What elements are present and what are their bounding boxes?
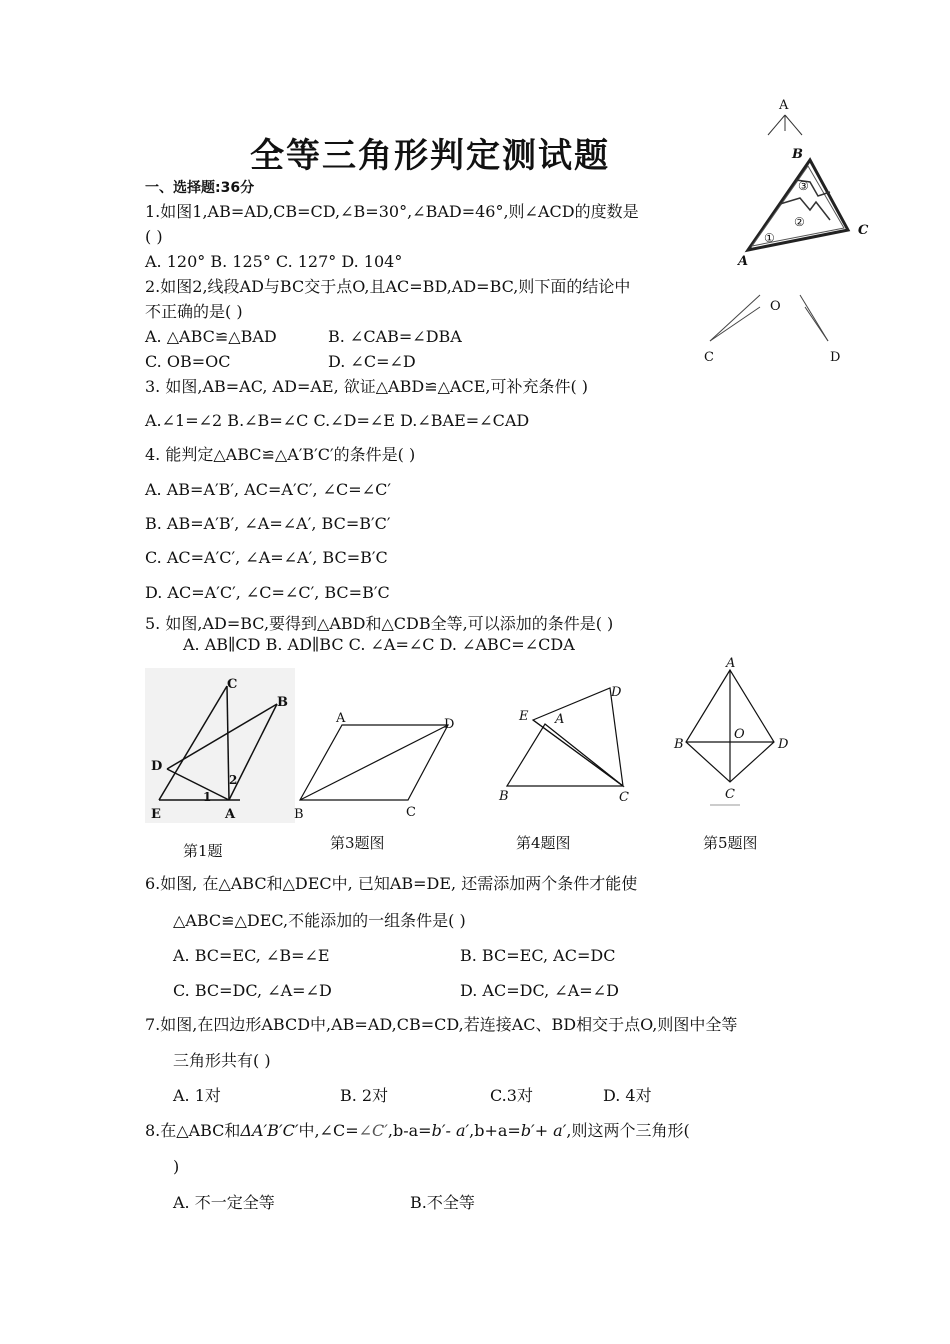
fig3-label-d: D	[444, 717, 455, 732]
fig5-label-b: B	[674, 737, 684, 752]
fig1-label-1: 1	[203, 790, 212, 804]
fig5-label-a: A	[726, 656, 736, 671]
figure-5	[670, 652, 800, 812]
fig1-label-e: E	[151, 807, 161, 822]
fig1-label-a: A	[225, 807, 236, 822]
q8-option-a: A. 不一定全等	[173, 1193, 275, 1212]
fig1-label-b: B	[277, 695, 288, 710]
fig5-label-c: C	[725, 787, 735, 802]
figure-1	[145, 668, 305, 828]
q8-stem	[145, 1121, 690, 1141]
q8-rest3: ,则这两个三角形(	[566, 1121, 690, 1140]
q2-option-b: B. ∠CAB=∠DBA	[328, 327, 462, 346]
q6-option-a: A. BC=EC, ∠B=∠E	[173, 946, 330, 965]
q1-blank: ( )	[145, 227, 163, 246]
q7-option-d: D. 4对	[603, 1086, 652, 1105]
caption-fig4: 第4题图	[516, 834, 571, 852]
fig2-label-o: O	[770, 299, 781, 314]
q3-options: A.∠1=∠2 B.∠B=∠C C.∠D=∠E D.∠BAE=∠CAD	[145, 411, 530, 430]
fig3-label-c: C	[406, 805, 416, 820]
fig1-label-d: D	[151, 759, 163, 774]
section-heading: 一、选择题:36分	[145, 180, 255, 196]
fig-top-label: A	[779, 98, 789, 113]
puzzle-label-a: A	[738, 254, 749, 269]
q4-option-a: A. AB=A′B′, AC=A′C′, ∠C=∠C′	[145, 480, 391, 499]
q7-stem-cont: 三角形共有( )	[173, 1051, 271, 1070]
q8-prefix: 8.在△ABC和	[145, 1121, 241, 1140]
figure-2	[700, 285, 860, 370]
fig1-label-c: C	[227, 677, 238, 692]
q6-option-c: C. BC=DC, ∠A=∠D	[173, 981, 332, 1000]
figure-4	[495, 680, 645, 805]
figure-top-a	[760, 95, 810, 140]
q2-option-c: C. OB=OC	[145, 352, 231, 371]
q3-stem: 3. 如图,AB=AC, AD=AE, 欲证△ABD≌△ACE,可补充条件( )	[145, 377, 589, 396]
fig3-label-a: A	[336, 711, 346, 726]
q7-option-a: A. 1对	[173, 1086, 221, 1105]
q4-option-c: C. AC=A′C′, ∠A=∠A′, BC=B′C	[145, 548, 388, 567]
q7-option-b: B. 2对	[340, 1086, 389, 1105]
figure-puzzle-triangle	[730, 140, 880, 270]
figure-3	[290, 708, 470, 823]
q6-stem: 6.如图, 在△ABC和△DEC中, 已知AB=DE, 还需添加两个条件才能使	[145, 874, 638, 893]
fig2-label-d: D	[830, 350, 841, 365]
q8-stem-cont: )	[173, 1157, 180, 1176]
caption-fig1: 第1题	[183, 842, 223, 860]
q7-option-c: C.3对	[490, 1086, 533, 1105]
fig5-label-o: O	[734, 727, 745, 742]
puzzle-piece-2: ②	[794, 215, 805, 229]
puzzle-piece-1: ①	[764, 231, 775, 245]
q4-stem: 4. 能判定△ABC≌△A′B′C′的条件是( )	[145, 445, 416, 464]
fig2-label-c: C	[704, 350, 714, 365]
q7-stem: 7.如图,在四边形ABCD中,AB=AD,CB=CD,若连接AC、BD相交于点O,则图中全等	[145, 1015, 738, 1034]
q1-options: A. 120° B. 125° C. 127° D. 104°	[145, 252, 403, 271]
fig5-label-d: D	[778, 737, 789, 752]
page-title: 全等三角形判定测试题	[250, 136, 610, 176]
q4-option-d: D. AC=A′C′, ∠C=∠C′, BC=B′C	[145, 583, 390, 602]
q6-stem-cont: △ABC≌△DEC,不能添加的一组条件是( )	[173, 911, 466, 930]
q4-option-b: B. AB=A′B′, ∠A=∠A′, BC=B′C′	[145, 514, 391, 533]
q2-option-a: A. △ABC≌△BAD	[145, 327, 277, 346]
q2-stem: 2.如图2,线段AD与BC交于点O,且AC=BD,AD=BC,则下面的结论中	[145, 277, 631, 296]
q5-options: A. AB∥CD B. AD∥BC C. ∠A=∠C D. ∠ABC=∠CDA	[183, 635, 575, 654]
q6-option-b: B. BC=EC, AC=DC	[460, 946, 616, 965]
q5-stem: 5. 如图,AD=BC,要得到△ABD和△CDB全等,可以添加的条件是( )	[145, 614, 614, 633]
q1-stem: 1.如图1,AB=AD,CB=CD,∠B=30°,∠BAD=46°,则∠ACD的度数是	[145, 202, 639, 221]
q8-rest1: ,b-a=	[387, 1121, 432, 1140]
fig4-label-c: C	[619, 790, 629, 805]
q8-triangle: ΔA′B′C′	[240, 1121, 299, 1140]
q2-option-d: D. ∠C=∠D	[328, 352, 416, 371]
q6-option-d: D. AC=DC, ∠A=∠D	[460, 981, 619, 1000]
caption-fig3: 第3题图	[330, 834, 385, 852]
q8-expr1: b′- a′	[431, 1121, 470, 1140]
q8-option-b: B.不全等	[410, 1193, 475, 1212]
fig3-label-b: B	[294, 807, 304, 822]
q2-stem-cont: 不正确的是( )	[145, 302, 243, 321]
puzzle-piece-3: ③	[798, 179, 809, 193]
caption-fig5: 第5题图	[703, 834, 758, 852]
fig1-label-2: 2	[229, 773, 238, 787]
q8-expr2: b′+ a′	[520, 1121, 567, 1140]
fig4-label-d: D	[611, 685, 622, 700]
q8-rest2: ,b+a=	[469, 1121, 521, 1140]
fig4-label-e: E	[519, 709, 529, 724]
fig4-label-b: B	[499, 789, 509, 804]
puzzle-label-b: B	[792, 147, 803, 162]
q8-mid: 中,∠C=	[298, 1121, 359, 1140]
puzzle-label-c: C	[858, 223, 869, 238]
fig4-label-a: A	[555, 712, 565, 727]
q8-angle: ∠C′	[358, 1121, 388, 1140]
